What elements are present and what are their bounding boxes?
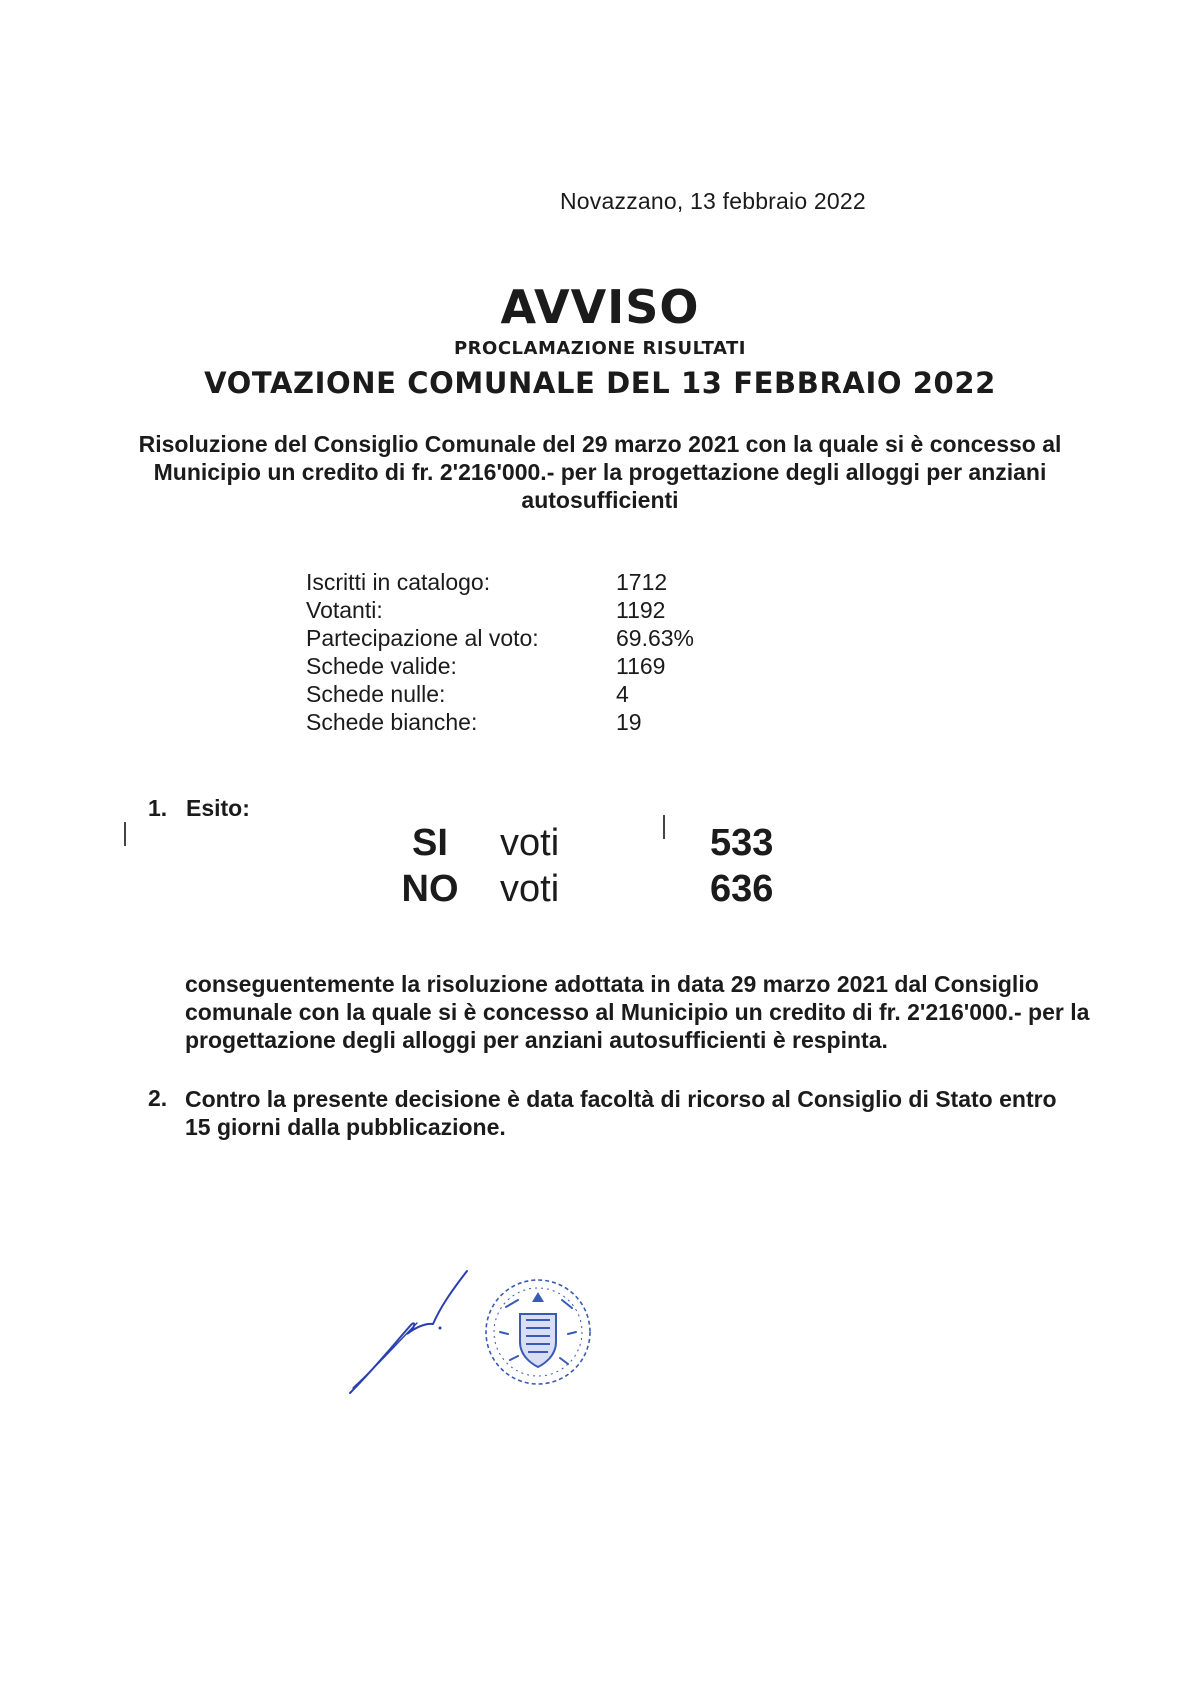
stats-label: Iscritti in catalogo: [306,569,491,595]
page-title: AVVISO [500,280,700,334]
stats-value: 1712 [616,569,668,595]
resolution-text: Risoluzione del Consiglio Comunale del 29 marzo 2021 con la quale si è concesso al Municipio un credito di fr. 2'216'000.- per la progettazione degli alloggi per anziani autosufficienti [138,431,1062,513]
stats-table [306,568,736,736]
appeal-number: 2. [148,1085,168,1111]
vote-row-yes [360,822,820,865]
stats-row-voters [306,596,736,624]
stats-row-participation [306,624,736,652]
stats-label: Schede bianche: [306,709,478,735]
stats-row-registered [306,568,736,596]
vote-count: 533 [710,822,774,864]
consequence-text: conseguentemente la risoluzione adottata in data 29 marzo 2021 dal Consiglio comunale con la quale si è concesso al Municipio un credito di fr. 2'216'000.- per la progettazione degli alloggi per anziani autosufficienti è respinta. [185,971,1090,1053]
vote-row-no [360,868,820,911]
result-number: 1. [148,795,168,821]
result-label: Esito: [186,795,250,821]
vote-option: SI [412,822,448,864]
vote-word: voti [500,822,560,864]
scan-mark [124,822,126,846]
appeal-text: Contro la presente decisione è data facoltà di ricorso al Consiglio di Stato entro 15 giorni dalla pubblicazione. [185,1086,1057,1140]
page-subtitle: PROCLAMAZIONE RISULTATI [453,338,746,359]
stats-label: Partecipazione al voto: [306,625,539,651]
stats-value: 1192 [616,597,666,623]
stats-row-valid [306,652,736,680]
stats-row-null [306,680,736,708]
stats-value: 4 [616,681,629,707]
document-date: Novazzano, 13 febbraio 2022 [560,188,866,214]
municipal-stamp [478,1272,598,1392]
stats-label: Schede valide: [306,653,457,679]
stats-value: 69.63% [616,625,695,651]
vote-word: voti [500,868,560,910]
vote-option: NO [401,868,459,910]
stats-label: Schede nulle: [306,681,446,707]
stats-label: Votanti: [306,597,383,623]
signature-image [345,1268,475,1398]
stats-row-blank [306,708,736,736]
vote-title: VOTAZIONE COMUNALE DEL 13 FEBBRAIO 2022 [204,366,996,400]
stats-value: 19 [616,709,642,735]
vote-count: 636 [710,868,774,910]
stats-value: 1169 [616,653,666,679]
